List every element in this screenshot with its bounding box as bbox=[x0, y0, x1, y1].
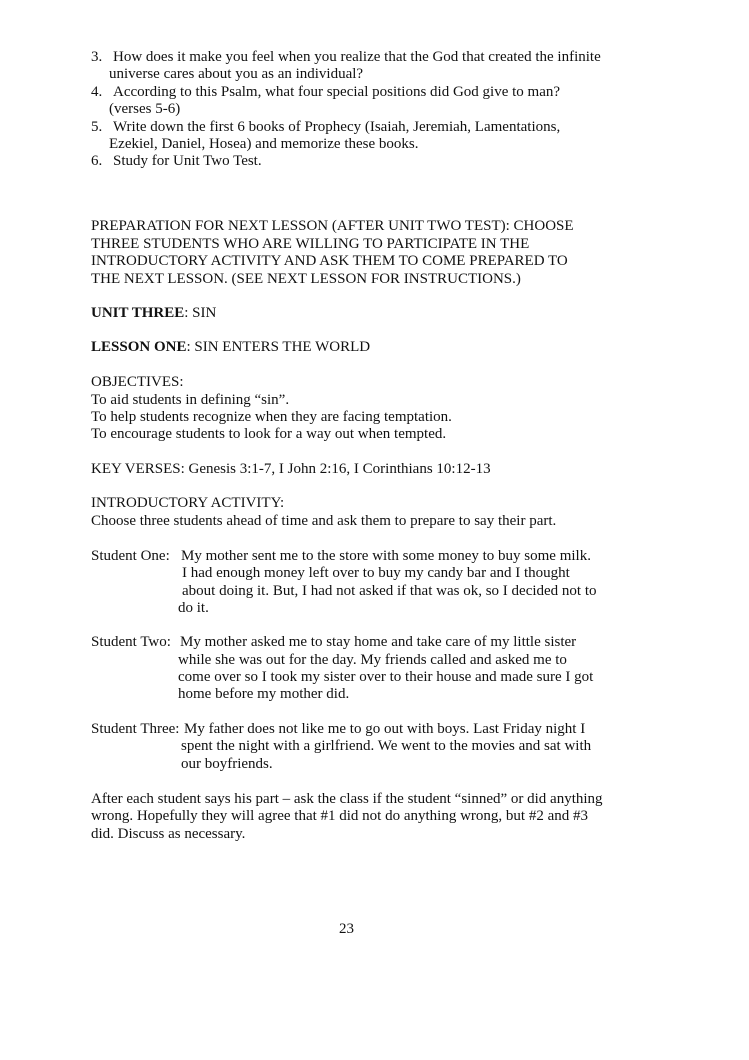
question-text: (verses 5-6) bbox=[109, 101, 181, 117]
student-line: come over so I took my sister over to their house and made sure I got bbox=[178, 669, 594, 685]
text-line: wrong. Hopefully they will agree that #1 did not do anything wrong, but #2 and #3 bbox=[91, 808, 588, 824]
question-text: universe cares about you as an individual? bbox=[109, 66, 364, 82]
student-label: Student Three: bbox=[91, 721, 180, 737]
question-text: According to this Psalm, what four special positions did God give to man? bbox=[113, 84, 561, 100]
text-line: After each student says his part – ask the class if the student “sinned” or did anything bbox=[91, 791, 603, 807]
question-text: Write down the first 6 books of Prophecy (Isaiah, Jeremiah, Lamentations, bbox=[113, 119, 561, 135]
question-text: Study for Unit Two Test. bbox=[113, 153, 262, 169]
objective-item: To encourage students to look for a way out when tempted. bbox=[91, 426, 447, 442]
text-line: THE NEXT LESSON. (SEE NEXT LESSON FOR INSTRUCTIONS.) bbox=[91, 271, 521, 287]
question-number: 3. bbox=[91, 49, 103, 65]
student-line: My mother sent me to the store with some money to buy some milk. bbox=[181, 548, 591, 564]
student-label: Student One: bbox=[91, 548, 170, 564]
question-text: How does it make you feel when you realize that the God that created the infinite bbox=[113, 49, 601, 65]
text-line: PREPARATION FOR NEXT LESSON (AFTER UNIT TWO TEST): CHOOSE bbox=[91, 218, 574, 234]
objective-item: To help students recognize when they are facing temptation. bbox=[91, 409, 452, 425]
text-line: INTRODUCTORY ACTIVITY AND ASK THEM TO COME PREPARED TO bbox=[91, 253, 568, 269]
key-verses: KEY VERSES: Genesis 3:1-7, I John 2:16, I Corinthians 10:12-13 bbox=[91, 461, 491, 477]
lesson-label: LESSON ONE bbox=[91, 339, 187, 355]
student-line: I had enough money left over to buy my candy bar and I thought bbox=[182, 565, 570, 581]
student-line: do it. bbox=[178, 600, 209, 616]
student-label: Student Two: bbox=[91, 634, 171, 650]
text-line: THREE STUDENTS WHO ARE WILLING TO PARTICIPATE IN THE bbox=[91, 236, 530, 252]
question-number: 5. bbox=[91, 119, 103, 135]
page-number: 23 bbox=[339, 921, 354, 937]
objectives-heading: OBJECTIVES: bbox=[91, 374, 184, 390]
intro-text: Choose three students ahead of time and ask them to prepare to say their part. bbox=[91, 513, 557, 529]
text-line: did. Discuss as necessary. bbox=[91, 826, 246, 842]
student-line: while she was out for the day. My friends called and asked me to bbox=[178, 652, 567, 668]
student-line: about doing it. But, I had not asked if that was ok, so I decided not to bbox=[182, 583, 597, 599]
unit-title: : SIN bbox=[184, 305, 217, 321]
unit-heading bbox=[91, 304, 216, 322]
question-text: Ezekiel, Daniel, Hosea) and memorize these books. bbox=[109, 136, 419, 152]
student-line: spent the night with a girlfriend. We went to the movies and sat with bbox=[181, 738, 592, 754]
objective-item: To aid students in defining “sin”. bbox=[91, 392, 290, 408]
student-line: our boyfriends. bbox=[181, 756, 273, 772]
lesson-title: : SIN ENTERS THE WORLD bbox=[186, 339, 371, 355]
student-line: My father does not like me to go out with boys. Last Friday night I bbox=[184, 721, 586, 737]
question-number: 4. bbox=[91, 84, 103, 100]
unit-label: UNIT THREE bbox=[91, 305, 185, 321]
student-line: My mother asked me to stay home and take care of my little sister bbox=[180, 634, 577, 650]
lesson-heading bbox=[91, 338, 370, 356]
intro-heading: INTRODUCTORY ACTIVITY: bbox=[91, 495, 285, 511]
student-line: home before my mother did. bbox=[178, 686, 350, 702]
question-number: 6. bbox=[91, 153, 103, 169]
